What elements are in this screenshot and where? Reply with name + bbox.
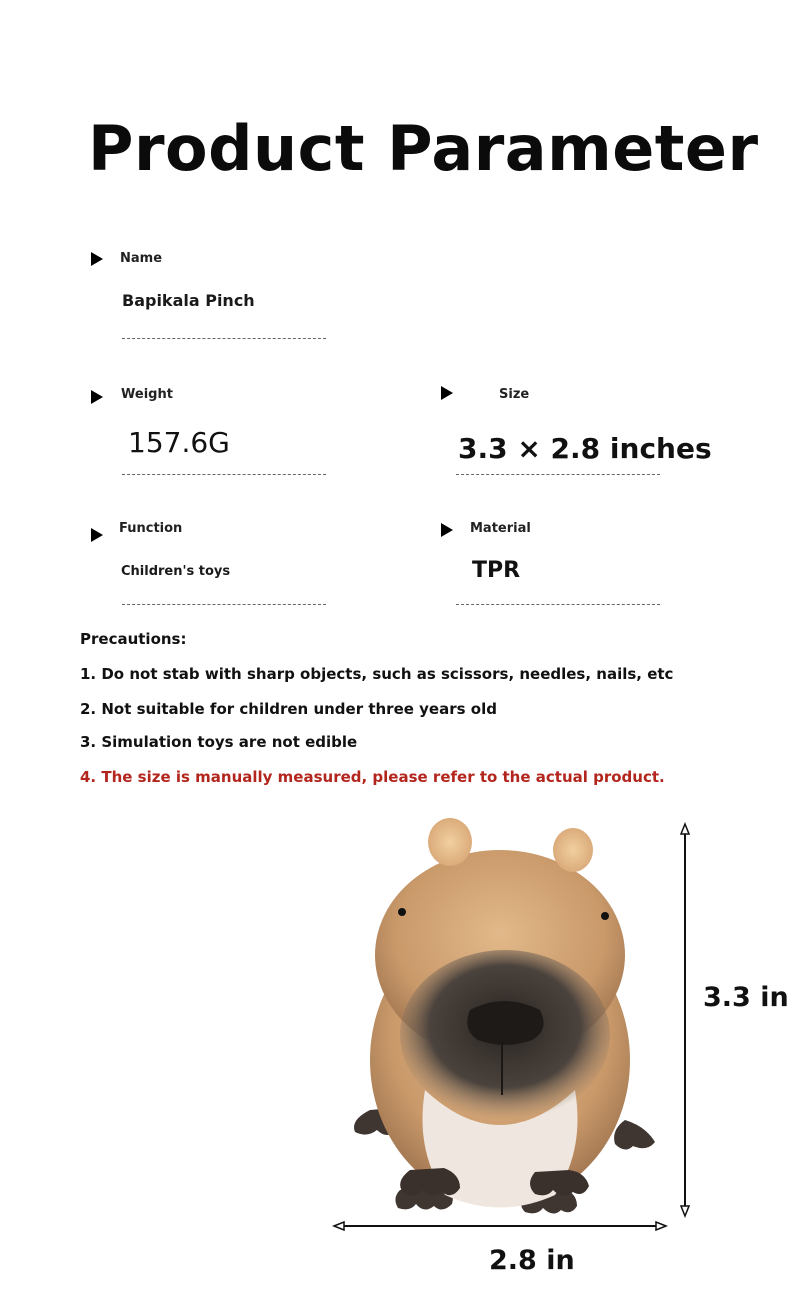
param-size-value: 3.3 × 2.8 inches	[458, 432, 712, 465]
bullet-triangle-icon	[91, 252, 103, 266]
param-weight-label: Weight	[121, 387, 173, 402]
divider	[456, 604, 660, 605]
divider	[122, 338, 326, 339]
param-weight-value: 157.6G	[128, 426, 230, 459]
precaution-item: 2. Not suitable for children under three years old	[80, 700, 497, 718]
param-size-label: Size	[499, 387, 530, 402]
param-function-label: Function	[119, 521, 183, 536]
precaution-item-highlight: 4. The size is manually measured, please refer to the actual product.	[80, 768, 665, 786]
param-name-value: Bapikala Pinch	[122, 291, 255, 310]
param-material-label: Material	[470, 521, 531, 536]
param-name-label: Name	[120, 251, 163, 266]
page-title: Product Parameter	[88, 112, 759, 185]
divider	[122, 474, 326, 475]
divider	[122, 604, 326, 605]
precaution-item: 3. Simulation toys are not edible	[80, 733, 358, 751]
divider	[456, 474, 660, 475]
dimension-height-label: 3.3 in	[703, 982, 789, 1013]
precaution-item: 1. Do not stab with sharp objects, such as scissors, needles, nails, etc	[80, 665, 674, 683]
param-material-value: TPR	[472, 558, 521, 583]
precautions-title: Precautions:	[80, 630, 187, 648]
bullet-triangle-icon	[441, 523, 453, 537]
bullet-triangle-icon	[91, 390, 103, 404]
capybara-toy-illustration	[330, 810, 800, 1289]
dimension-width-label: 2.8 in	[489, 1245, 575, 1276]
bullet-triangle-icon	[441, 386, 453, 400]
param-function-value: Children's toys	[121, 564, 231, 579]
bullet-triangle-icon	[91, 528, 103, 542]
